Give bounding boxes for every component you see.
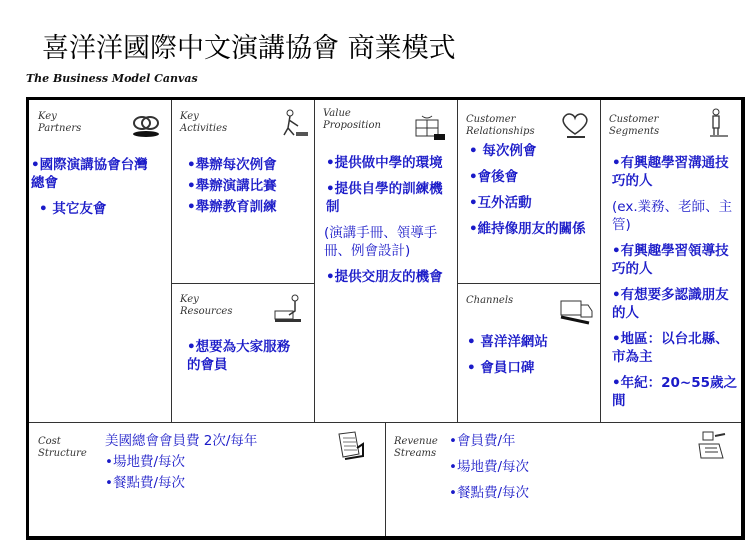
list-item: •場地費/每次 — [105, 454, 186, 470]
list-item: •國際演講協會台灣總會 — [31, 157, 148, 191]
list-item: •有興趣學習溝通技巧的人 — [612, 155, 729, 189]
list-item: •年紀：20~55歲之間 — [612, 375, 738, 409]
list-item: •舉辦演講比賽 — [187, 178, 277, 194]
list-item: • 喜洋洋網站 — [467, 334, 548, 350]
block-label: Customer Relationships — [466, 114, 535, 137]
block-label: Key Activities — [180, 111, 228, 134]
channels-block — [457, 283, 601, 423]
list-item: •場地費/每次 — [449, 459, 530, 475]
list-item: •提供交朋友的機會 — [326, 269, 443, 285]
document-stack-icon — [333, 430, 367, 460]
cash-register-icon — [695, 430, 729, 460]
list-item: 美國總會會員費 2次/每年 — [105, 433, 258, 449]
gift-icon — [412, 112, 446, 142]
list-item: •餐點費/每次 — [105, 475, 186, 491]
block-label: Cost Structure — [38, 436, 87, 459]
cost-structure-block — [29, 422, 386, 536]
customer-segments-list — [612, 154, 740, 418]
block-label: Customer Segments — [609, 114, 660, 137]
list-item: (ex.業務、老師、主管) — [612, 199, 733, 233]
business-model-canvas — [26, 97, 745, 540]
list-item: •維持像朋友的關係 — [469, 221, 586, 237]
chain-link-icon — [129, 110, 163, 140]
customer-relationships-list — [469, 142, 597, 246]
list-item: •地區：以台北縣、市為主 — [612, 331, 729, 365]
key-activities-block — [171, 100, 315, 284]
list-item: • 每次例會 — [469, 143, 537, 159]
list-item: •有想要多認識朋友的人 — [612, 287, 729, 321]
block-label: Revenue Streams — [394, 436, 438, 459]
page-title: 喜洋洋國際中文演講協會 商業模式 — [42, 33, 456, 64]
list-item: •想要為大家服務的會員 — [187, 339, 291, 373]
list-item: •會後會 — [469, 169, 519, 185]
block-label: Channels — [466, 295, 514, 306]
person-icon — [702, 108, 736, 138]
list-item: •有興趣學習領導技巧的人 — [612, 243, 729, 277]
key-partners-block — [29, 100, 172, 423]
revenue-streams-list — [449, 432, 669, 510]
factory-worker-icon — [273, 293, 307, 323]
value-proposition-block — [314, 100, 458, 423]
list-item: •互外活動 — [469, 195, 532, 211]
channels-list — [467, 333, 595, 385]
list-item: •餐點費/每次 — [449, 485, 530, 501]
list-item: •提供自學的訓練機制 — [326, 181, 443, 215]
truck-icon — [559, 295, 593, 325]
revenue-streams-block — [385, 422, 741, 536]
worker-icon — [276, 108, 310, 138]
list-item: •會員費/年 — [449, 433, 516, 449]
list-item: • 其它友會 — [39, 201, 107, 217]
customer-relationships-block — [457, 100, 601, 284]
block-label: Key Partners — [38, 111, 82, 134]
list-item: •舉辦教育訓練 — [187, 199, 277, 215]
key-activities-list — [187, 156, 312, 219]
canvas-subtitle: The Business Model Canvas — [26, 72, 198, 85]
key-resources-block — [171, 283, 315, 423]
value-proposition-list — [326, 154, 454, 294]
cost-structure-list — [105, 432, 325, 495]
list-item: • 會員口碑 — [467, 360, 535, 376]
key-partners-list — [31, 156, 159, 226]
key-resources-list — [187, 338, 299, 382]
list-item: •提供做中學的環境 — [326, 155, 443, 171]
block-label: Value Proposition — [323, 108, 381, 131]
heart-icon — [559, 110, 593, 140]
customer-segments-block — [600, 100, 741, 423]
block-label: Key Resources — [180, 294, 233, 317]
list-item: (演講手冊、領導手冊、例會設計) — [324, 225, 438, 259]
list-item: •舉辦每次例會 — [187, 157, 277, 173]
